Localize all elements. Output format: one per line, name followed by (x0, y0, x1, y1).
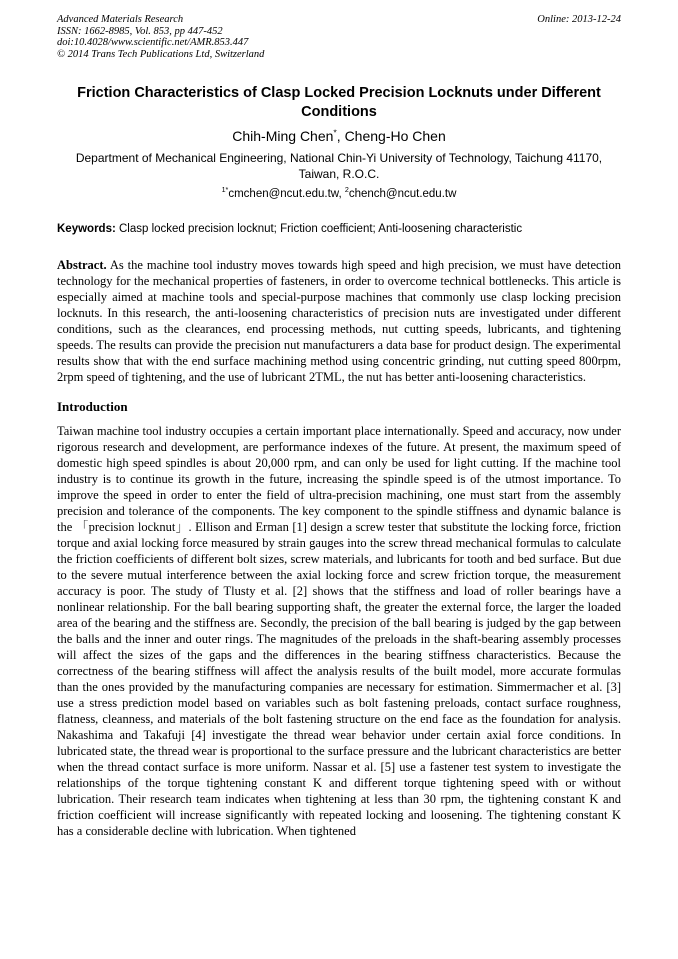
journal-doi-line: doi:10.4028/www.scientific.net/AMR.853.447 (57, 37, 249, 48)
keywords-label: Keywords: (57, 223, 116, 235)
introduction-paragraph: Taiwan machine tool industry occupies a certain important place internationally. Speed and accuracy, now under rigorous research and development, are performance indexes of the future. At present, the maximum speed of domestic high speed spindles is about 20,000 rpm, and can only be used for light cutting. If the machine tool industry is to continue its growth in the future, increasing the spindle speed is of the utmost importance. To improve the speed in order to enter the field of ultra-precision machining, one must start from the assembly precision and tolerance of the components. The key component to the spindle stiffness and dynamic balance is the 「precision locknut」. Ellison and Erman [1] design a screw tester that substitute the locking force, friction torque and axial locking force measured by strain gauges into the screw thread mechanical formulas to calculate the friction coefficients of different bolt sizes, screw materials, and lubricants for tooth and bed surface. But due to the severe mutual interference between the axial locking force and screw friction torque, the measurement accuracy is poor. The study of Tlusty et al. [2] shows that the stiffness and load of roller bearings have a nonlinear relationship. For the ball bearing supporting shaft, the greater the external force, the larger the loaded area of the bearing and the stiffness are. Secondly, the precision of the ball bearing is judged by the gap between the balls and the inner and outer rings. The magnitudes of the preloads in the shaft-bearing assembly processes will affect the sizes of the gaps and the differences in the bearing stiffness characteristics. Because the correctness of the bearing stiffness will affect the analysis results of the built model, more accurate formulas than the ones provided by the manufacturing companies are necessary for estimation. Simmermacher et al. [3] use a stress prediction model based on variables such as bolt fastening preloads, contact surface roughness, flatness, cleanness, and materials of the bolt fastening structure on the end face as the foundation for analysis. Nakashima and Takafuji [4] investigate the thread wear behavior under certain axial force conditions. In lubricated state, the thread wear is proportional to the surface pressure and the lubricant characteristics are better when the thread contact surface is more uniform. Nassar et al. [5] use a fastener test system to investigate the relationships of the torque tightening constant K and different torque tightening speed with or without lubrication. Their research team indicates when tightening at less than 30 rpm, the tightening constant K and friction coefficient will increase significantly with repeated locking and loosening. The tightening constant K has a considerable decline with lubrication. When tightened (57, 424, 621, 838)
keywords-text: Clasp locked precision locknut; Friction coefficient; Anti-loosening characteristic (115, 223, 523, 235)
abstract-label: Abstract. (57, 258, 107, 272)
keywords-line (57, 222, 621, 237)
author-1-superscript: * (333, 127, 337, 138)
email-1: cmchen@ncut.edu.tw (228, 188, 339, 200)
journal-info-block (57, 14, 264, 60)
email-2-superscript: 2 (344, 186, 349, 195)
journal-copyright-line: © 2014 Trans Tech Publications Ltd, Switzerland (57, 48, 265, 60)
email-1-superscript: 1* (221, 186, 229, 195)
paper-title: Friction Characteristics of Clasp Locked Precision Locknuts under Different Conditions (77, 85, 601, 120)
section-heading-introduction: Introduction (57, 399, 128, 414)
affiliation: Department of Mechanical Engineering, National Chin-Yi University of Technology, Taichung 41170, Taiwan, R.O.C. (75, 151, 603, 181)
email-separator: , (338, 188, 345, 200)
author-2: , Cheng-Ho Chen (336, 128, 446, 144)
abstract-text: As the machine tool industry moves towards high speed and high precision, we must have detection technology for the mechanical properties of fasteners, in order to overcome technical bottlenecks. This article is especially aimed at machine tools and special-purpose machines that commonly use clasp locking precision locknuts. In this research, the anti-loosening characteristics of precision nuts are investigated under different conditions, such as the clearances, end processing methods, nut cutting speeds, lubricants, and tightening speeds. The results can provide the precision nut manufacturers a data base for product design. The experimental results show that with the end surface machining method using concentric grinding, nut cutting speed 800rpm, 2rpm speed of tightening, and the use of lubricant 2TML, the nut has better anti-loosening characteristics. (57, 258, 621, 384)
online-date: Online: 2013-12-24 (537, 14, 621, 25)
emails-line (57, 187, 621, 201)
journal-name: Advanced Materials Research (57, 14, 184, 25)
abstract-paragraph (57, 257, 621, 385)
author-1: Chih-Ming Chen (232, 128, 334, 144)
journal-header (57, 14, 621, 60)
authors-line (57, 127, 621, 145)
journal-issn-line: ISSN: 1662-8985, Vol. 853, pp 447-452 (57, 25, 223, 37)
email-2: chench@ncut.edu.tw (348, 188, 457, 200)
